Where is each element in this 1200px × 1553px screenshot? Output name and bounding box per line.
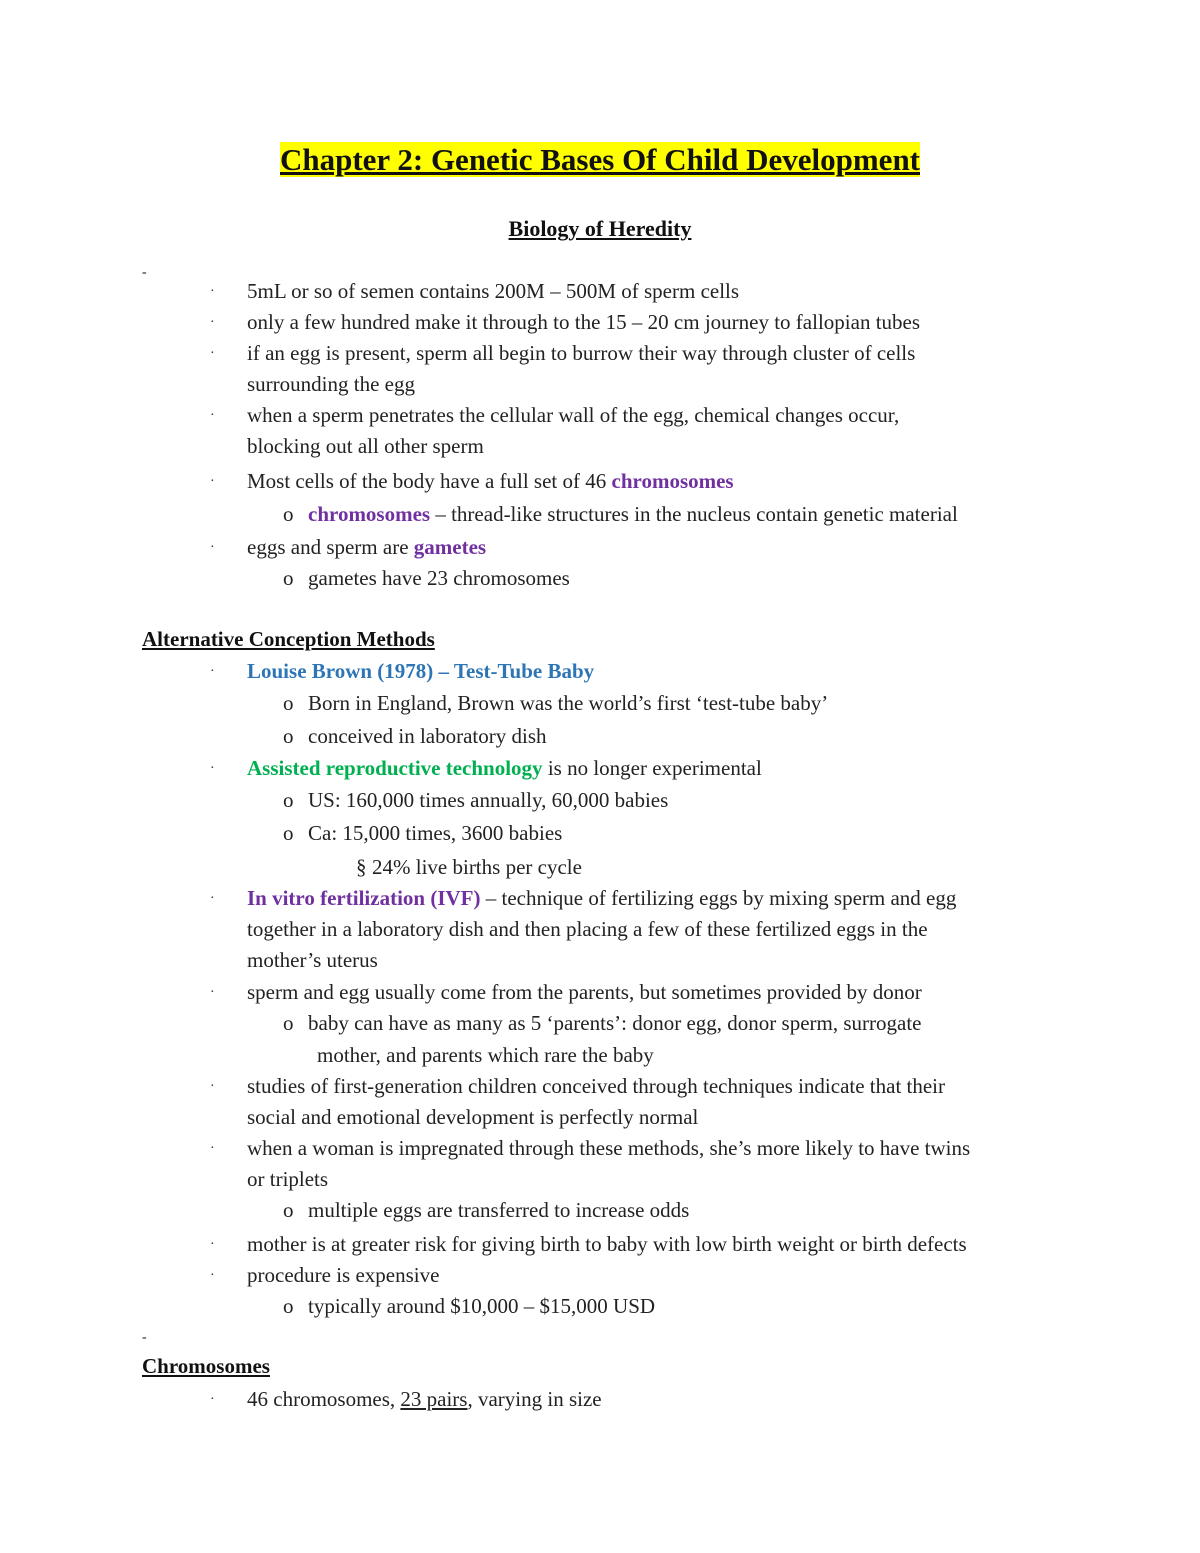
bullet-icon: · [210,346,215,361]
section-heading-chromosomes: Chromosomes [142,1354,270,1378]
list-item-continuation: together in a laboratory dish and then placing a few of these fertilized eggs in the [247,917,928,941]
sub-list-item-continuation: mother, and parents which rare the baby [317,1043,654,1067]
key-term: gametes [413,535,487,559]
bullet-icon: · [210,1237,215,1252]
key-term: chromosomes [611,469,734,493]
list-item-continuation: or triplets [247,1167,329,1191]
document-page: Chapter 2: Genetic Bases Of Child Development Biology of Heredity - · 5mL or so of semen contains 200M – 500M of sperm cells · only a few hundred make it through to the 15 – 20 cm journey to fallopian tubes · if an egg is present, sperm all begin to burrow their way through cluster of cells surrounding the egg · when a sperm penetrates the cellular wall of the egg, chemical changes occur, blocking out all other sperm · Most cells of the body have a full set of 46 chromosomes o chromosomes – thread-like structures in the nucleus contain genetic material · eggs and sperm are gametes o gametes have 23 chromosomes Alternative Conception Methods · Louise Brown (1978) – Test-Tube Baby o Born in England, Brown was the world’s first ‘test-tube baby’ o conceived in laboratory dish · Assisted reproductive technology is no longer experimental o US: 160,000 times annually, 60,000 babies o Ca: 15,000 times, 3600 babies § 24% live births per cycle · In vitro fertilization (IVF) – technique of fertilizing eggs by mixing sperm and egg together in a laboratory dish and then placing a few of these fertilized eggs in the mother’s uterus · sperm and egg usually come from the parents, but sometimes provided by donor o baby can have as many as 5 ‘parents’: donor egg, donor sperm, surrogate mother, and parents which rare the baby · studies of first-generation children conceived through techniques indicate that their social and emotional development is perfectly normal · when a woman is impregnated through these methods, she’s more likely to have twins or triplets o multiple eggs are transferred to increase odds · mother is at greater risk for giving birth to baby with low birth weight or birth defects · procedure is expensive o typically around $10,000 – $15,000 USD - Chromosomes · 46 chromosomes, 23 pairs, varying in size [0,0,1200,1553]
sub-bullet-icon: o [283,566,294,590]
sub-bullet-icon: o [283,1294,294,1318]
bullet-icon: · [210,474,215,489]
bullet-icon: · [210,891,215,906]
list-item-continuation: surrounding the egg [247,372,415,396]
section-sign-bullet-icon: § [356,855,367,879]
sub-bullet-icon: o [283,821,294,845]
bullet-icon: · [210,1268,215,1283]
bullet-icon: · [210,408,215,423]
bullet-icon: · [210,1079,215,1094]
sub-bullet-icon: o [283,788,294,812]
sub-bullet-icon: o [283,502,294,526]
sub-bullet-icon: o [283,1198,294,1222]
dash-mark: - [142,1330,147,1345]
sub-bullet-icon: o [283,724,294,748]
chapter-title: Chapter 2: Genetic Bases Of Child Development [279,142,921,177]
list-item-continuation: social and emotional development is perfectly normal [247,1105,699,1129]
key-term: Louise Brown (1978) – Test-Tube Baby [247,659,595,683]
bullet-icon: · [210,985,215,1000]
key-term: In vitro fertilization (IVF) [247,886,481,910]
key-term: chromosomes [308,502,431,526]
dash-mark: - [142,265,147,280]
bullet-icon: · [210,664,215,679]
bullet-icon: · [210,1141,215,1156]
list-item-continuation: blocking out all other sperm [247,434,484,458]
sub-bullet-icon: o [283,1011,294,1035]
bullet-icon: · [210,540,215,555]
section-heading-alternative-conception: Alternative Conception Methods [142,627,435,651]
sub-bullet-icon: o [283,691,294,715]
bullet-icon: · [210,315,215,330]
section-heading-biology-of-heredity: Biology of Heredity [508,216,692,241]
bullet-icon: · [210,761,215,776]
bullet-icon: · [210,284,215,299]
bullet-icon: · [210,1392,215,1407]
list-item-continuation: mother’s uterus [247,948,378,972]
key-term: Assisted reproductive technology [247,756,543,780]
